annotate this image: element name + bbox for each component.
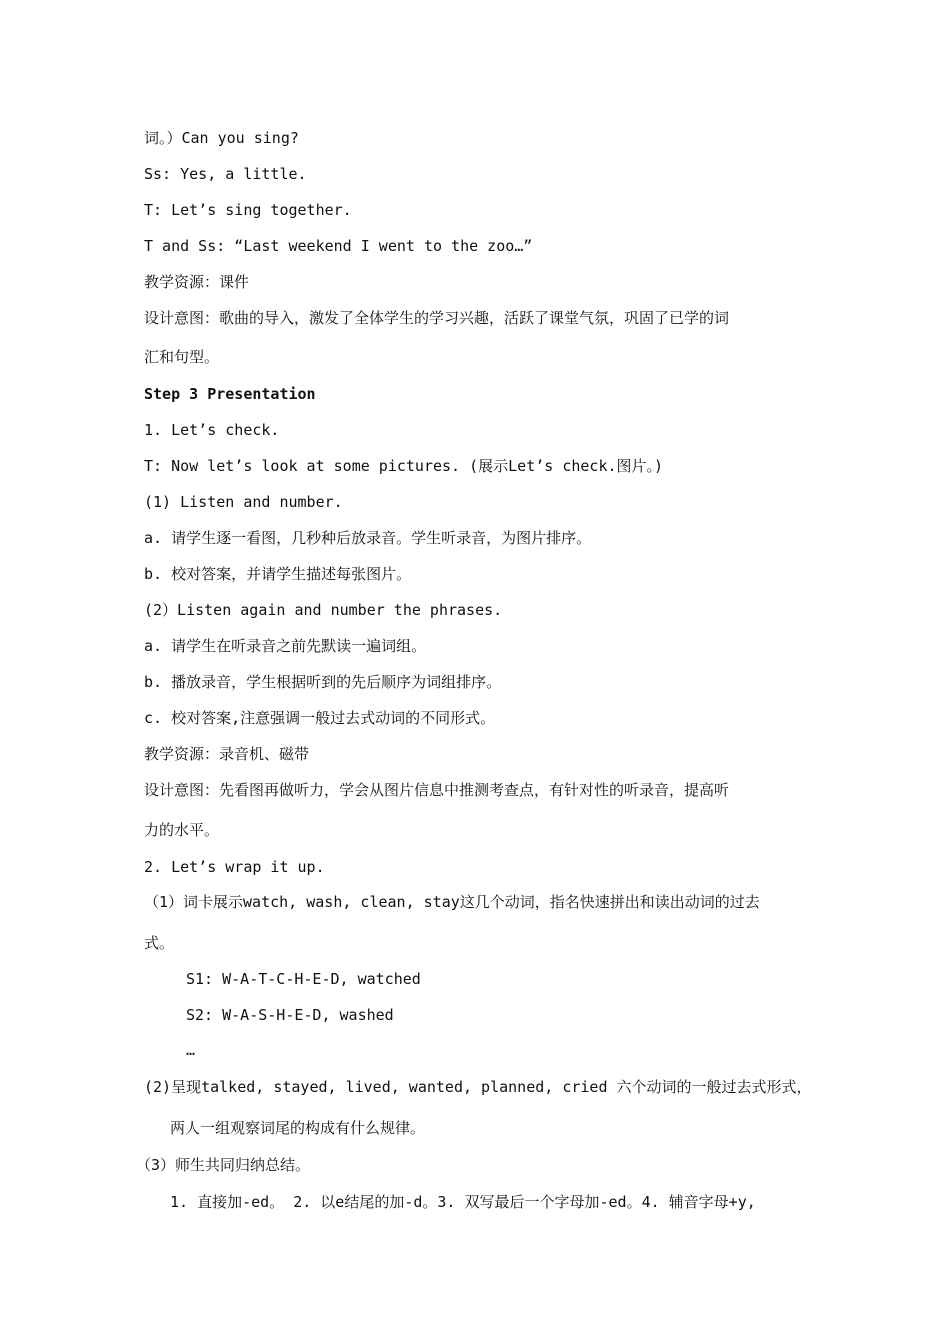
- text-line: a. 请学生逐一看图，几秒种后放录音。学生听录音，为图片排序。: [144, 529, 592, 547]
- text-line: （3）师生共同归纳总结。: [136, 1156, 311, 1174]
- text-line: 1. 直接加-ed。 2. 以e结尾的加-d。3. 双写最后一个字母加-ed。4. 辅音字母+y,: [170, 1193, 756, 1211]
- text-line: (2)呈现talked, stayed, lived, wanted, planned, cried 六个动词的一般过去式形式，: [144, 1078, 812, 1096]
- text-line: a. 请学生在听录音之前先默读一遍词组。: [144, 637, 427, 655]
- text-line: b. 校对答案，并请学生描述每张图片。: [144, 565, 412, 583]
- text-line: 1. Let’s check.: [144, 421, 280, 439]
- text-line: c. 校对答案,注意强调一般过去式动词的不同形式。: [144, 709, 496, 727]
- text-line: T: Now let’s look at some pictures. (展示Let’s check.图片。): [144, 457, 664, 475]
- text-line: （1）词卡展示watch, wash, clean, stay这几个动词，指名快速拼出和读出动词的过去: [144, 893, 760, 911]
- text-line: S2: W-A-S-H-E-D, washed: [186, 1006, 394, 1024]
- text-line: 设计意图：歌曲的导入，激发了全体学生的学习兴趣，活跃了课堂气氛，巩固了已学的词: [144, 309, 730, 327]
- text-line: 词。）Can you sing?: [144, 129, 299, 147]
- text-line: T and Ss: “Last weekend I went to the zoo…”: [144, 237, 533, 255]
- text-line: T: Let’s sing together.: [144, 201, 352, 219]
- text-line: 2. Let’s wrap it up.: [144, 858, 325, 876]
- text-line: (1) Listen and number.: [144, 493, 343, 511]
- text-line: Ss: Yes, a little.: [144, 165, 307, 183]
- text-line: 式。: [144, 934, 175, 952]
- text-line: (2）Listen again and number the phrases.: [144, 601, 503, 619]
- text-line: S1: W-A-T-C-H-E-D, watched: [186, 970, 421, 988]
- text-line: 汇和句型。: [144, 348, 220, 366]
- text-line: 两人一组观察词尾的构成有什么规律。: [170, 1119, 426, 1137]
- text-line: 教学资源：课件: [144, 273, 250, 291]
- section-heading: Step 3 Presentation: [144, 385, 316, 403]
- text-line: b. 播放录音，学生根据听到的先后顺序为词组排序。: [144, 673, 502, 691]
- text-line: 设计意图：先看图再做听力，学会从图片信息中推测考查点，有针对性的听录音，提高听: [144, 781, 730, 799]
- text-line: 力的水平。: [144, 821, 220, 839]
- text-line: …: [186, 1041, 196, 1059]
- text-line: 教学资源：录音机、磁带: [144, 745, 310, 763]
